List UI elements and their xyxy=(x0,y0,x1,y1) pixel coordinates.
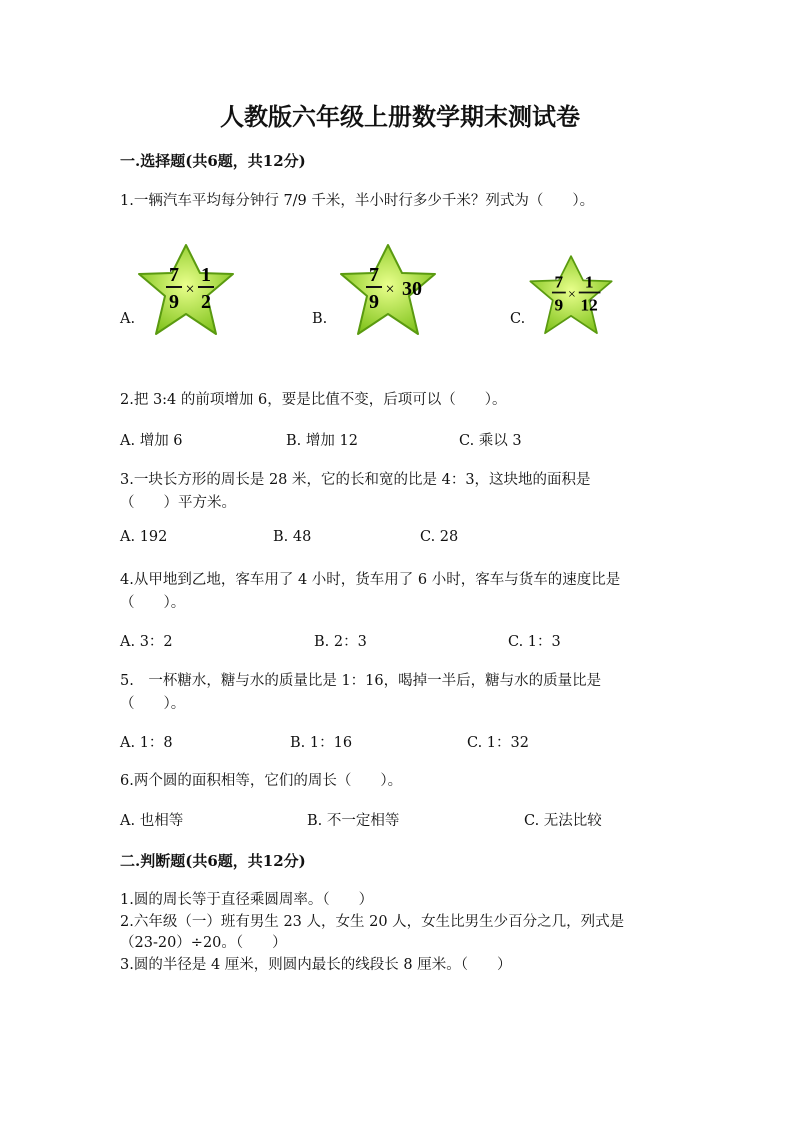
q6-text: 6.两个圆的面积相等，它们的周长（ ）。 xyxy=(120,773,403,789)
q3-text-line1: 3.一块长方形的周长是 28 米，它的长和宽的比是 4：3，这块地的面积是 xyxy=(120,472,591,488)
q4-option-b: B. 2：3 xyxy=(314,634,367,650)
q2-option-a: A. 增加 6 xyxy=(120,433,183,449)
q4-option-a: A. 3：2 xyxy=(120,634,173,650)
q5-option-b: B. 1：16 xyxy=(290,735,353,751)
section2-heading: 二.判断题(共6题，共12分) xyxy=(120,852,306,870)
frac-b-den1: 9 xyxy=(369,291,379,313)
q6-option-a: A. 也相等 xyxy=(120,813,184,829)
q3-option-c: C. 28 xyxy=(420,529,459,545)
q5-text-line1: 5. 一杯糖水，糖与水的质量比是 1：16，喝掉一半后，糖与水的质量比是 xyxy=(120,673,602,689)
q5-option-c: C. 1：32 xyxy=(467,735,529,751)
frac-b-op: × xyxy=(385,281,395,298)
q1-option-b-star xyxy=(336,241,440,341)
q1-option-a-label: A. xyxy=(120,311,136,327)
q5-option-a: A. 1：8 xyxy=(120,735,173,751)
frac-c-num1: 7 xyxy=(554,272,564,292)
judge-item-3: 3.圆的半径是 4 厘米，则圆内最长的线段长 8 厘米。（ ） xyxy=(120,957,512,973)
frac-b-num1: 7 xyxy=(369,264,379,286)
frac-a-op: × xyxy=(185,281,195,298)
frac-a-num1: 7 xyxy=(169,264,179,286)
judge-item-1: 1.圆的周长等于直径乘圆周率。（ ） xyxy=(120,892,374,908)
q2-option-c: C. 乘以 3 xyxy=(459,433,522,449)
q5-text-line2: （ ）。 xyxy=(120,696,186,712)
frac-c-den2: 12 xyxy=(580,295,598,315)
q2-option-b: B. 增加 12 xyxy=(286,433,358,449)
frac-c-num2: 1 xyxy=(584,272,594,292)
q6-option-b: B. 不一定相等 xyxy=(307,813,400,829)
q1-option-c-label: C. xyxy=(510,311,526,327)
q4-option-c: C. 1：3 xyxy=(508,634,561,650)
frac-a-num2: 1 xyxy=(201,264,211,286)
section1-heading: 一.选择题(共6题，共12分) xyxy=(120,152,306,170)
q1-option-b-label: B. xyxy=(312,311,328,327)
q6-option-c: C. 无法比较 xyxy=(524,813,602,829)
q1-option-c-star xyxy=(526,251,616,341)
q1-option-a-star xyxy=(134,241,238,341)
frac-c-den1: 9 xyxy=(554,295,564,315)
frac-c-op: × xyxy=(567,286,576,302)
judge-item-2-line2: （23-20）÷20。（ ） xyxy=(120,935,287,951)
q2-text: 2.把 3:4 的前项增加 6，要是比值不变，后项可以（ ）。 xyxy=(120,392,507,408)
q1-text: 1.一辆汽车平均每分钟行 7/9 千米，半小时行多少千米？列式为（ ）。 xyxy=(120,193,595,209)
q4-text-line2: （ ）。 xyxy=(120,595,186,611)
page-title: 人教版六年级上册数学期末测试卷 xyxy=(220,102,580,131)
q3-option-b: B. 48 xyxy=(273,529,312,545)
q3-text-line2: （ ）平方米。 xyxy=(120,495,236,511)
judge-item-2-line1: 2.六年级（一）班有男生 23 人，女生 20 人，女生比男生少百分之几，列式是 xyxy=(120,914,625,930)
q3-option-a: A. 192 xyxy=(120,529,168,545)
q4-text-line1: 4.从甲地到乙地，客车用了 4 小时，货车用了 6 小时，客车与货车的速度比是 xyxy=(120,572,621,588)
frac-a-den2: 2 xyxy=(201,291,211,313)
frac-a-den1: 9 xyxy=(169,291,179,313)
frac-b-whole: 30 xyxy=(402,278,422,300)
